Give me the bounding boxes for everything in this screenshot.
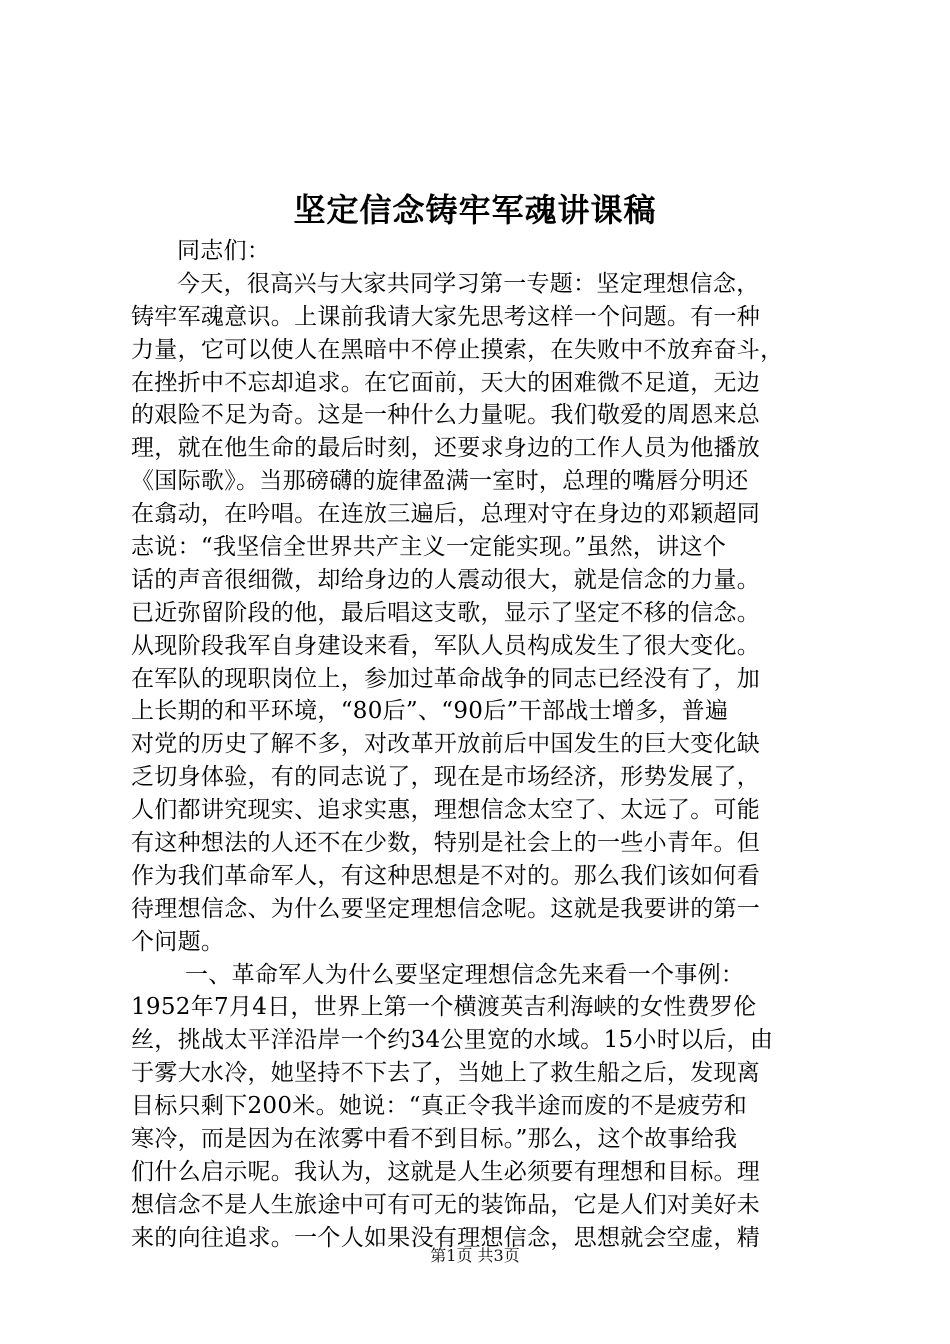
paragraph-line: 在翕动，在吟唱。在连放三遍后，总理对守在身边的邓颖超同 — [131, 501, 761, 528]
paragraph-line: 1952年7月4日，世界上第一个横渡英吉利海峡的女性费罗伦 — [131, 994, 757, 1021]
paragraph-line: 理，就在他生命的最后时刻，还要求身边的工作人员为他播放 — [131, 435, 761, 462]
paragraph-line: 有这种想法的人还不在少数，特别是社会上的一些小青年。但 — [131, 830, 761, 857]
paragraph-line: 话的声音很细微，却给身边的人震动很大，就是信念的力量。 — [131, 566, 761, 593]
paragraph-line: 个问题。 — [131, 928, 225, 955]
page-number-footer: 第1页 共3页 — [430, 1246, 520, 1265]
paragraph-line: 对党的历史了解不多，对改革开放前后中国发生的巨大变化缺 — [131, 731, 761, 758]
salutation-line: 同志们： — [177, 238, 271, 264]
paragraph-line: 来的向往追求。一个人如果没有理想信念，思想就会空虚，精 — [131, 1224, 761, 1251]
paragraph-line: 乏切身体验，有的同志说了，现在是市场经济，形势发展了， — [131, 764, 761, 791]
paragraph-line: 铸牢军魂意识。上课前我请大家先思考这样一个问题。有一种 — [131, 303, 761, 330]
paragraph-line: 已近弥留阶段的他，最后唱这支歌，显示了坚定不移的信念。 — [131, 599, 761, 626]
paragraph-line: 的艰险不足为奇。这是一种什么力量呢。我们敬爱的周恩来总 — [131, 402, 761, 429]
paragraph-line: 人们都讲究现实、追求实惠，理想信念太空了、太远了。可能 — [131, 797, 761, 824]
paragraph-line: 于雾大水冷，她坚持不下去了，当她上了救生船之后，发现离 — [131, 1060, 761, 1087]
paragraph-line: 力量，它可以使人在黑暗中不停止摸索，在失败中不放弃奋斗， — [131, 336, 784, 363]
paragraph-line: 丝，挑战太平洋沿岸一个约34公里宽的水域。15小时以后，由 — [131, 1027, 774, 1054]
section-heading-line: 一、革命军人为什么要坚定理想信念先来看一个事例： — [185, 961, 745, 988]
paragraph-line: 待理想信念、为什么要坚定理想信念呢。这就是我要讲的第一 — [131, 895, 761, 922]
paragraph-line: 作为我们革命军人，有这种思想是不对的。那么我们该如何看 — [131, 862, 761, 889]
document-title: 坚定信念铸牢军魂讲课稿 — [293, 191, 657, 229]
paragraph-line: 从现阶段我军自身建设来看，军队人员构成发生了很大变化。 — [131, 632, 761, 659]
paragraph-line: 在挫折中不忘却追求。在它面前，天大的困难微不足道，无边 — [131, 369, 761, 396]
paragraph-line: 上长期的和平环境，“80后”、“90后”干部战士增多，普遍 — [131, 698, 729, 725]
paragraph-line: 目标只剩下200米。她说：“真正令我半途而废的不是疲劳和 — [131, 1093, 748, 1120]
paragraph-line: 在军队的现职岗位上，参加过革命战争的同志已经没有了，加 — [131, 665, 761, 692]
paragraph-line: 《国际歌》。当那磅礴的旋律盈满一室时，总理的嘴唇分明还 — [131, 468, 749, 495]
paragraph-line: 寒冷，而是因为在浓雾中看不到目标。”那么，这个故事给我 — [131, 1126, 738, 1153]
paragraph-line: 们什么启示呢。我认为，这就是人生必须要有理想和目标。理 — [131, 1158, 761, 1185]
paragraph-line: 今天，很高兴与大家共同学习第一专题：坚定理想信念， — [177, 270, 760, 297]
document-body — [131, 235, 831, 1255]
paragraph-line: 想信念不是人生旅途中可有可无的装饰品，它是人们对美好未 — [131, 1191, 761, 1218]
paragraph-line: 志说：“我坚信全世界共产主义一定能实现。”虽然，讲这个 — [131, 534, 727, 561]
